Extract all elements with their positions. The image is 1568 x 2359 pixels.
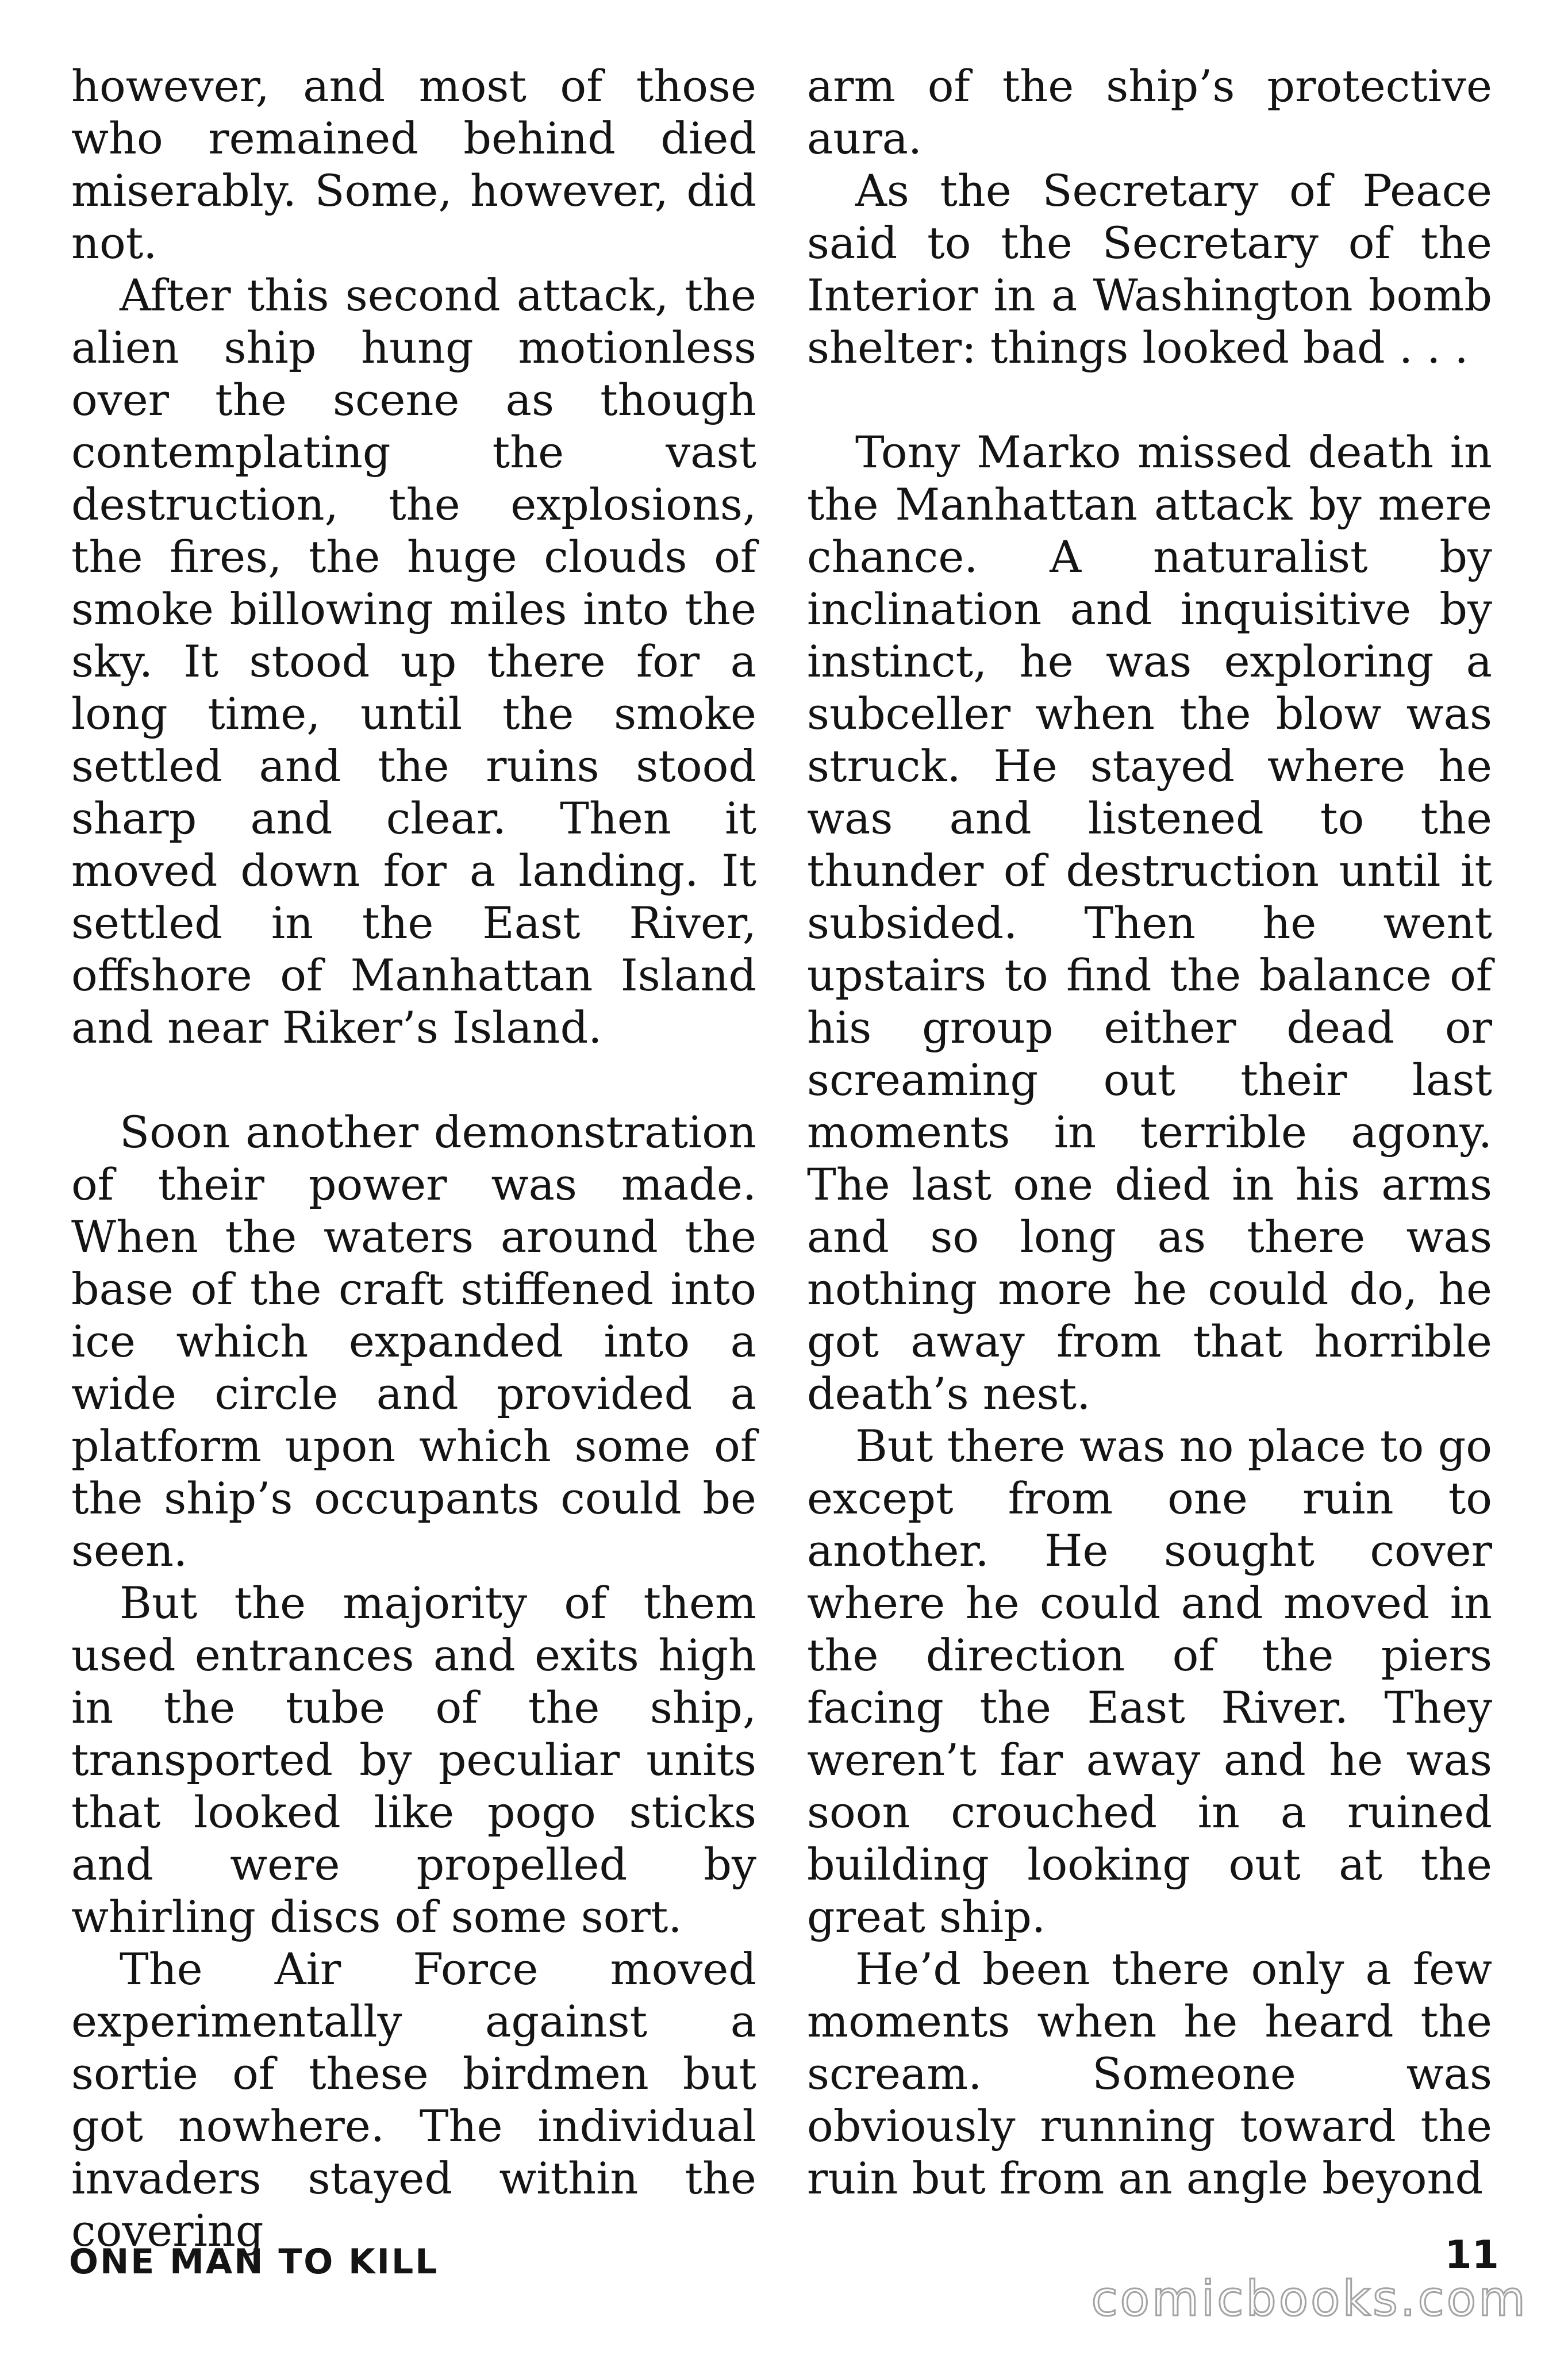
paragraph: But there was no place to go except from one ruin to another. He sought cover where he could and moved in the direction of the piers facing the East River. They weren’t far away and he was soon crouched in a ruined building looking out at the great ship. [807, 1420, 1492, 1942]
section-break [71, 1054, 756, 1106]
running-title: ONE MAN TO KILL [69, 2242, 439, 2282]
page-number: 11 [1444, 2233, 1499, 2278]
paragraph: Soon another demonstration of their power was made. When the waters around the base of the craft stiffened into ice which expanded into a wide circle and provided a platform upon which some of the ship’s occupants could be seen. [71, 1106, 756, 1576]
paragraph: arm of the ship’s protective aura. [807, 60, 1492, 164]
watermark: comicbooks.com [1091, 2270, 1528, 2327]
paragraph: Tony Marko missed death in the Manhattan attack by mere chance. A naturalist by inclination and inquisitive by instinct, he was exploring a subceller when the blow was struck. He stayed where he was and listened to the thunder of destruction until it subsided. Then he went upstairs to find the balance of his group either dead or screaming out their last moments in terrible agony. The last one died in his arms and so long as there was nothing more he could do, he got away from that horrible death’s nest. [807, 427, 1492, 1419]
paragraph: however, and most of those who remained behind died miserably. Some, however, did not. [71, 60, 756, 268]
paragraph: As the Secretary of Peace said to the Secretary of the Interior in a Washington bomb shelter: things looked bad . . . [807, 165, 1492, 373]
right-text-column [807, 60, 1492, 2204]
paragraph: He’d been there only a few moments when he heard the scream. Someone was obviously running toward the ruin but from an angle beyond [807, 1943, 1492, 2204]
left-text-column [71, 60, 756, 2257]
paragraph: But the majority of them used entrances and exits high in the tube of the ship, transported by peculiar units that looked like pogo sticks and were propelled by whirling discs of some sort. [71, 1577, 756, 1942]
section-break [807, 374, 1492, 426]
paragraph: The Air Force moved experimentally against a sortie of these birdmen but got nowhere. The individual invaders stayed within the covering [71, 1943, 756, 2256]
paragraph: After this second attack, the alien ship hung motionless over the scene as though contemplating the vast destruction, the explosions, the fires, the huge clouds of smoke billowing miles into the sky. It stood up there for a long time, until the smoke settled and the ruins stood sharp and clear. Then it moved down for a landing. It settled in the East River, offshore of Manhattan Island and near Riker’s Island. [71, 270, 756, 1053]
